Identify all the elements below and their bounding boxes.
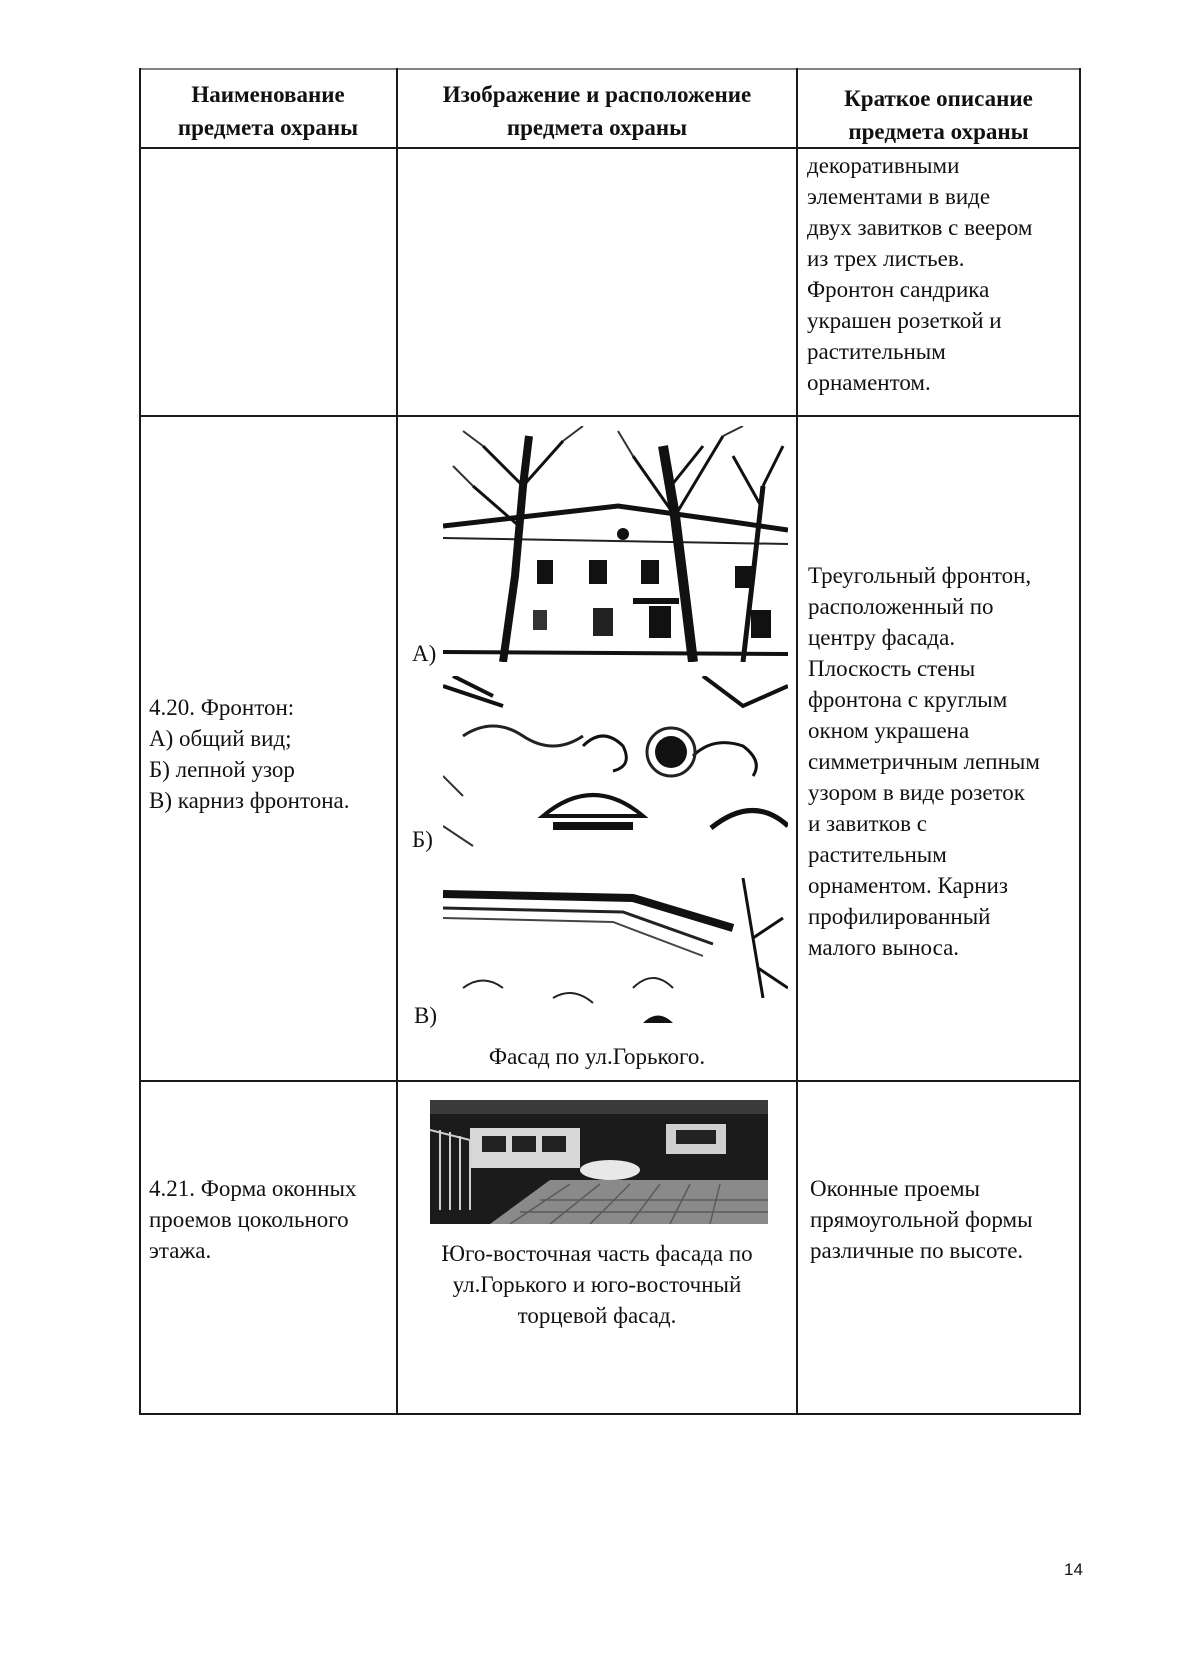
table-border-top: [139, 68, 1080, 70]
name-line: 4.20. Фронтон:: [149, 695, 295, 720]
row2-image-caption: Фасад по ул.Горького.: [488, 1044, 706, 1069]
row2-description: [808, 560, 1040, 963]
header-description-line-2: предмета охраны: [848, 119, 1029, 144]
row3-image-caption: [398, 1238, 796, 1331]
header-image-line-2: предмета охраны: [506, 115, 688, 140]
row2-name: [149, 692, 349, 816]
description-line: Плоскость стены: [808, 656, 976, 681]
description-line: Треугольный фронтон,: [808, 563, 1032, 588]
header-name-line-1: Наименование: [191, 82, 345, 107]
description-line: двух завитков с веером: [807, 215, 1033, 240]
pediment-cornice-photo: [443, 878, 788, 1023]
caption-line: Юго-восточная часть фасада по: [441, 1241, 753, 1266]
description-line: фронтона с круглым: [808, 687, 1008, 712]
description-line: малого выноса.: [808, 935, 960, 960]
header-name: [140, 78, 396, 144]
protection-objects-table: [140, 68, 1140, 1415]
table-border-left: [139, 68, 141, 1415]
row-divider-2: [139, 1080, 1080, 1082]
image-label-a: А): [412, 641, 437, 666]
description-line: декоративными: [807, 153, 960, 178]
name-line: А) общий вид;: [149, 726, 292, 751]
description-line: узором в виде розеток: [808, 780, 1025, 805]
description-line: элементами в виде: [807, 184, 991, 209]
description-line: профилированный: [808, 904, 991, 929]
description-line: украшен розеткой и: [807, 308, 1002, 333]
description-line: растительным: [808, 842, 947, 867]
description-line: прямоугольной формы: [810, 1207, 1033, 1232]
header-description: [798, 82, 1079, 148]
description-line: и завитков с: [808, 811, 927, 836]
stucco-pattern-photo: [443, 676, 788, 856]
header-name-line-2: предмета охраны: [177, 115, 359, 140]
description-line: орнаментом. Карниз: [808, 873, 1008, 898]
header-image: [398, 78, 796, 144]
column-divider-1: [396, 68, 398, 1415]
image-label-b: Б): [412, 827, 433, 852]
description-line: орнаментом.: [807, 370, 931, 395]
description-line: различные по высоте.: [810, 1238, 1024, 1263]
description-line: центру фасада.: [808, 625, 956, 650]
table-border-right: [1079, 68, 1081, 1415]
name-line: 4.21. Форма оконных: [149, 1176, 357, 1201]
description-line: Фронтон сандрика: [807, 277, 990, 302]
image-label-v: В): [414, 1003, 437, 1028]
name-line: этажа.: [149, 1238, 212, 1263]
header-image-line-1: Изображение и расположение: [442, 82, 752, 107]
name-line: В) карниз фронтона.: [149, 788, 350, 813]
table-border-bottom: [139, 1413, 1080, 1415]
row3-name: [149, 1173, 357, 1266]
description-line: из трех листьев.: [807, 246, 965, 271]
description-line: симметричным лепным: [808, 749, 1040, 774]
page-number: 14: [1064, 1560, 1083, 1579]
name-line: Б) лепной узор: [149, 757, 295, 782]
basement-windows-photo: [430, 1100, 768, 1224]
caption-line: ул.Горького и юго-восточный: [452, 1272, 742, 1297]
row-divider-1: [139, 415, 1080, 417]
description-line: окном украшена: [808, 718, 970, 743]
name-line: проемов цокольного: [149, 1207, 349, 1232]
caption-line: торцевой фасад.: [517, 1303, 677, 1328]
header-description-line-1: Краткое описание: [844, 86, 1033, 111]
description-line: растительным: [807, 339, 946, 364]
description-line: Оконные проемы: [810, 1176, 980, 1201]
pediment-general-view-photo: [443, 426, 788, 662]
column-divider-2: [796, 68, 798, 1415]
row1-description: [807, 150, 1032, 398]
row3-description: [810, 1173, 1033, 1266]
description-line: расположенный по: [808, 594, 994, 619]
